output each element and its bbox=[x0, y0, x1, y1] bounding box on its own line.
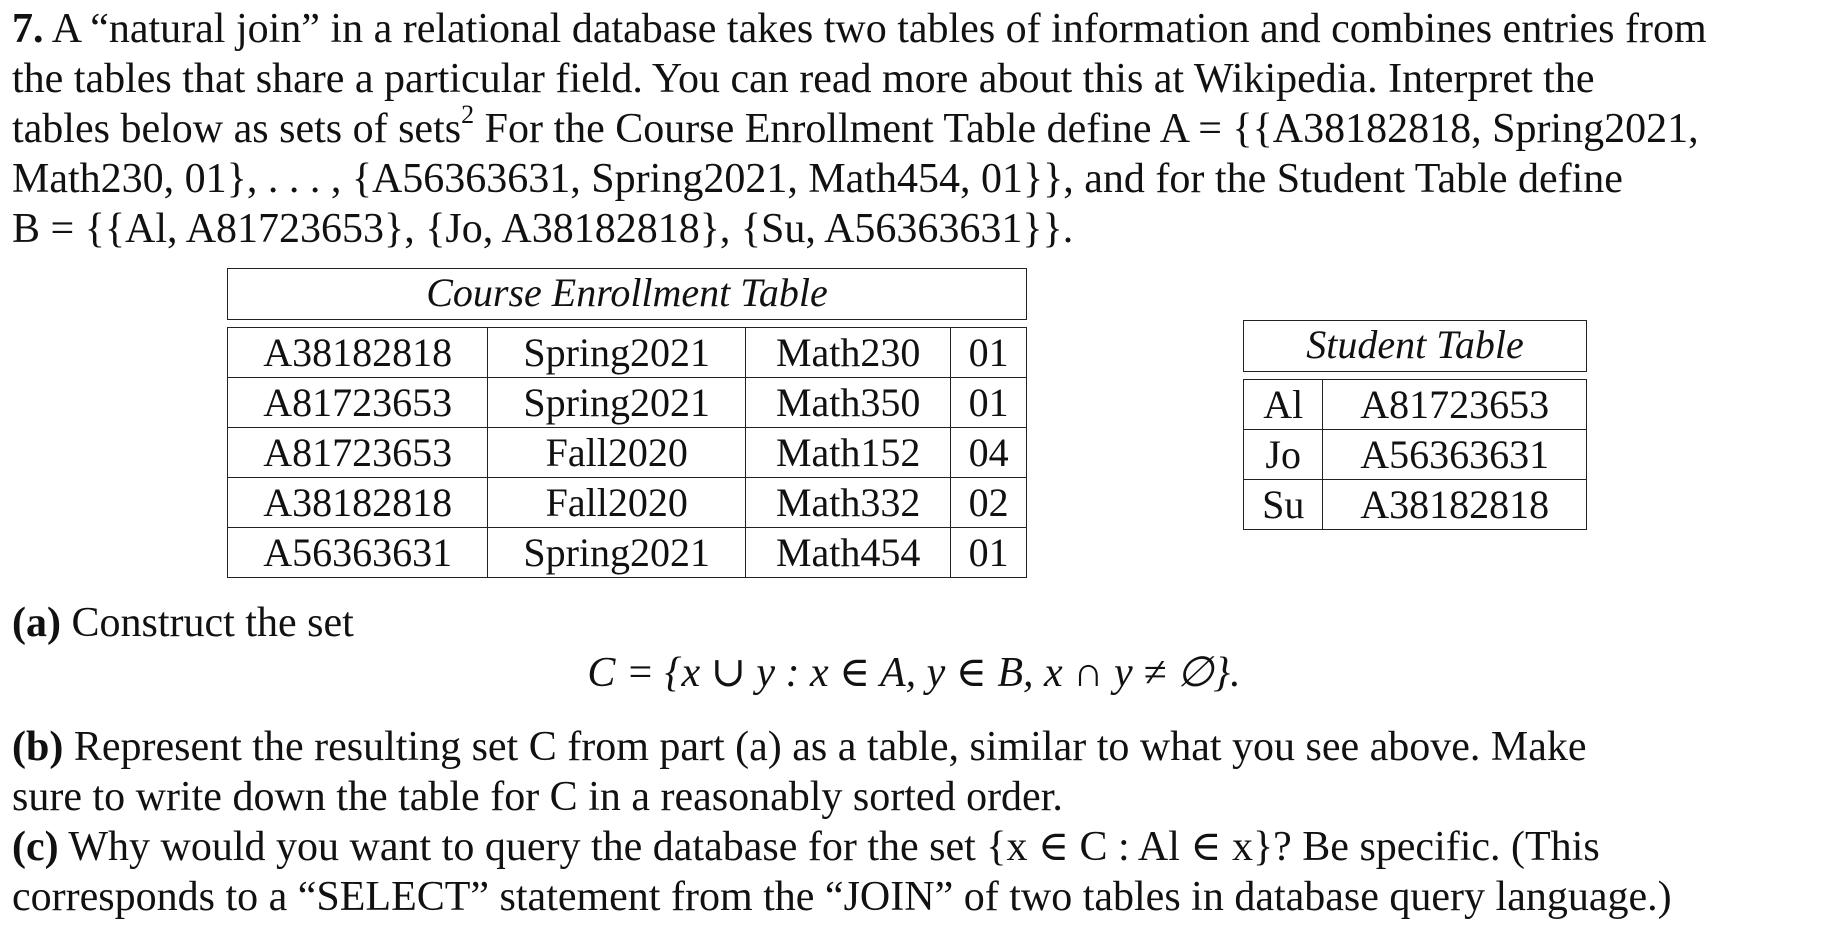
table-cell: Spring2021 bbox=[488, 378, 746, 428]
part-a-text: Construct the set bbox=[71, 600, 354, 646]
table-cell: 02 bbox=[951, 478, 1027, 528]
table-cell: Fall2020 bbox=[488, 428, 746, 478]
table-cell: Jo bbox=[1244, 430, 1323, 480]
part-b: (b) Represent the resulting set C from part (a) as a table, similar to what you see above. Make sure to write down the table for C in a reasonably sorted order. bbox=[12, 724, 1587, 820]
course-table-title: Course Enrollment Table bbox=[227, 268, 1027, 320]
table-cell: A38182818 bbox=[228, 328, 488, 378]
table-cell: 01 bbox=[951, 528, 1027, 578]
table-row bbox=[228, 428, 1027, 478]
set-c-formula: C = {x ∪ y : x ∈ A, y ∈ B, x ∩ y ≠ ∅}. bbox=[587, 650, 1241, 696]
table-cell: Fall2020 bbox=[488, 478, 746, 528]
table-cell: Math454 bbox=[746, 528, 951, 578]
table-cell: Su bbox=[1244, 480, 1323, 530]
table-cell: Math332 bbox=[746, 478, 951, 528]
table-row bbox=[1244, 430, 1587, 480]
table-cell: A81723653 bbox=[1323, 380, 1587, 430]
student-table bbox=[1243, 379, 1587, 530]
student-table-title: Student Table bbox=[1243, 320, 1587, 372]
statement-line-1: 7. A “natural join” in a relational database takes two tables of information and combines entries from bbox=[12, 6, 1707, 52]
problem-number: 7. bbox=[12, 6, 44, 52]
footnote-mark: 2 bbox=[461, 100, 475, 129]
table-row bbox=[228, 328, 1027, 378]
part-c-label: (c) bbox=[12, 824, 59, 870]
table-cell: Math152 bbox=[746, 428, 951, 478]
problem-statement bbox=[12, 4, 1814, 254]
statement-line-4: Math230, 01}, . . . , {A56363631, Spring2021, Math454, 01}}, and for the Student Table define bbox=[12, 156, 1623, 202]
statement-line-2: the tables that share a particular field. You can read more about this at Wikipedia. Interpret the bbox=[12, 56, 1595, 102]
table-cell: A56363631 bbox=[228, 528, 488, 578]
table-cell: A81723653 bbox=[228, 428, 488, 478]
table-cell: Spring2021 bbox=[488, 328, 746, 378]
table-row bbox=[228, 378, 1027, 428]
table-cell: A56363631 bbox=[1323, 430, 1587, 480]
part-a-label: (a) bbox=[12, 600, 61, 646]
statement-line-5: B = {{Al, A81723653}, {Jo, A38182818}, {Su, A56363631}}. bbox=[12, 206, 1074, 252]
table-cell: A38182818 bbox=[228, 478, 488, 528]
table-row bbox=[1244, 380, 1587, 430]
table-cell: Math350 bbox=[746, 378, 951, 428]
table-row bbox=[1244, 480, 1587, 530]
table-row bbox=[228, 478, 1027, 528]
part-c: (c) Why would you want to query the database for the set {x ∈ C : Al ∈ x}? Be specific. (This corresponds to a “SELECT” statement from the “JOIN” of two tables in database query language.) bbox=[12, 824, 1672, 920]
table-cell: 01 bbox=[951, 328, 1027, 378]
course-enrollment-table bbox=[227, 327, 1027, 578]
table-cell: Al bbox=[1244, 380, 1323, 430]
table-cell: A81723653 bbox=[228, 378, 488, 428]
part-a bbox=[12, 598, 1814, 648]
table-cell: 04 bbox=[951, 428, 1027, 478]
table-row bbox=[228, 528, 1027, 578]
part-b-label: (b) bbox=[12, 724, 64, 770]
table-cell: A38182818 bbox=[1323, 480, 1587, 530]
table-cell: Math230 bbox=[746, 328, 951, 378]
table-cell: 01 bbox=[951, 378, 1027, 428]
statement-line-3: tables below as sets of sets$^2$ For the Course Enrollment Table define A = {{A38182818, Spring2021, bbox=[12, 100, 1699, 152]
table-cell: Spring2021 bbox=[488, 528, 746, 578]
